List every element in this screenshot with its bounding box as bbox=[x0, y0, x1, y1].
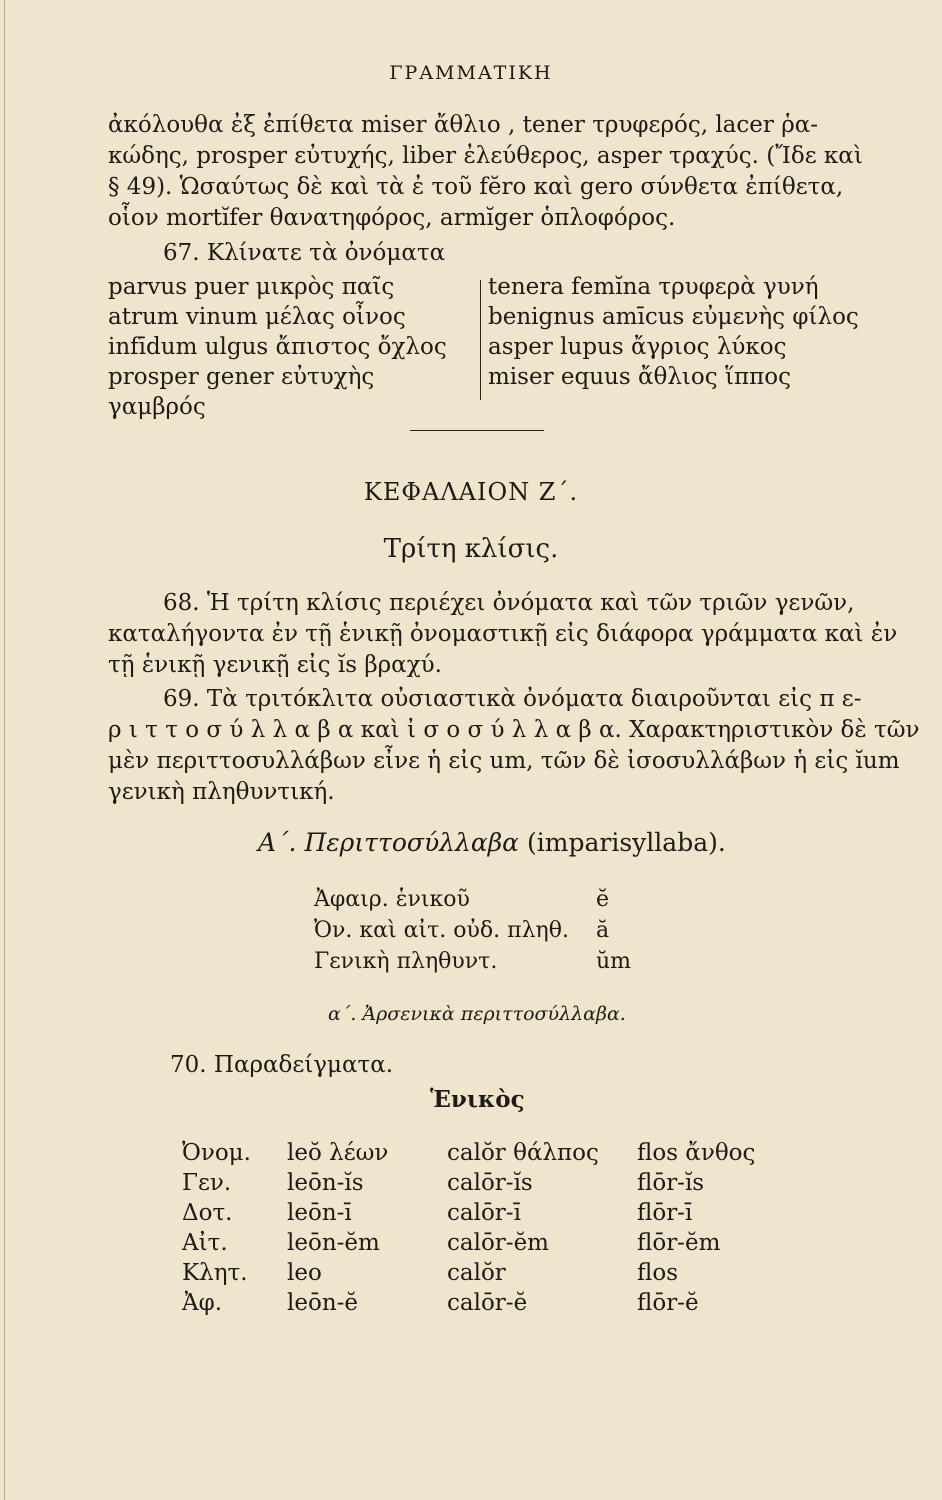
text-line: καταλήγοντα ἐν τῇ ἑνικῇ ὀνομαστικῇ εἰς διάφορα γράμματα καὶ ἐν bbox=[108, 621, 898, 647]
declension-table bbox=[182, 1138, 802, 1318]
ending-row bbox=[314, 884, 654, 915]
paragraph-70: 70. Παραδείγματα. bbox=[170, 1052, 394, 1078]
table-row bbox=[182, 1198, 802, 1228]
table-cell: calŏr θάλπος bbox=[447, 1140, 599, 1166]
table-cell: leōn-ĭs bbox=[287, 1170, 364, 1196]
table-cell: flos ἄνθος bbox=[637, 1140, 756, 1166]
subsection-heading: α΄. Ἀρσενικὰ περιττοσύλλαβα. bbox=[328, 1003, 626, 1025]
table-row bbox=[182, 1228, 802, 1258]
text-line: 68. Ἡ τρίτη κλίσις περιέχει ὀνόματα καὶ τῶν τριῶν γενῶν, bbox=[163, 590, 855, 616]
left-example-column bbox=[108, 272, 478, 422]
table-cell: leo bbox=[287, 1260, 322, 1286]
example-item: asper lupus ἄγριος λύκος bbox=[488, 334, 787, 360]
text-line: § 49). Ὡσαύτως δὲ καὶ τὰ ἐ τοῦ fĕro καὶ gero σύνθετα ἐπίθετα, bbox=[108, 174, 844, 200]
table-cell: leōn-ī bbox=[287, 1200, 352, 1226]
table-row bbox=[182, 1288, 802, 1318]
ending-label: Ἀφαιρ. ἑνικοῦ bbox=[314, 887, 470, 912]
example-item: miser equus ἄθλιος ἵππος bbox=[488, 364, 791, 390]
table-cell: leōn-ĕm bbox=[287, 1230, 380, 1256]
table-cell: calōr-ĕ bbox=[447, 1290, 528, 1316]
table-cell: flōr-ī bbox=[637, 1200, 693, 1226]
table-cell: flōr-ĭs bbox=[637, 1170, 705, 1196]
endings-table bbox=[314, 884, 654, 977]
text-line: ρ ι τ τ ο σ ύ λ λ α β α καὶ ἰ σ ο σ ύ λ λ α β α. Χαρακτηριστικὸν δὲ τῶν bbox=[108, 717, 920, 743]
example-item: benignus amīcus εὐμενὴς φίλος bbox=[488, 304, 859, 330]
ending-value: ă bbox=[596, 918, 610, 943]
column-divider bbox=[480, 280, 481, 400]
example-item: tenera femĭna τρυφερὰ γυνή bbox=[488, 274, 819, 300]
example-item: infīdum ulgus ἄπιστος ὄχλος bbox=[108, 334, 447, 360]
ending-label: Γενικὴ πληθυντ. bbox=[314, 949, 498, 974]
table-cell: flōr-ĕm bbox=[637, 1230, 721, 1256]
table-cell: leŏ λέων bbox=[287, 1140, 389, 1166]
text-line: οἷον mortĭfer θανατηφόρος, armĭger ὁπλοφόρος. bbox=[108, 205, 676, 231]
paragraph-68 bbox=[108, 588, 898, 681]
case-label: Δοτ. bbox=[182, 1200, 233, 1226]
table-cell: calōr-ĭs bbox=[447, 1170, 533, 1196]
intro-paragraph bbox=[108, 110, 863, 234]
page-edge-line bbox=[4, 0, 5, 1500]
case-label: Αἰτ. bbox=[182, 1230, 228, 1256]
example-item: atrum vinum μέλας οἶνος bbox=[108, 304, 406, 330]
ending-row bbox=[314, 915, 654, 946]
ending-value: ŭm bbox=[596, 949, 632, 974]
case-label: Γεν. bbox=[182, 1170, 232, 1196]
table-cell: calŏr bbox=[447, 1260, 506, 1286]
section-mark: Α΄. bbox=[258, 828, 297, 857]
case-label: Ὀνομ. bbox=[182, 1140, 251, 1166]
text-line: 69. Τὰ τριτόκλιτα οὐσιαστικὰ ὀνόματα διαιροῦνται εἰς π ε- bbox=[163, 686, 862, 712]
table-cell: flos bbox=[637, 1260, 678, 1286]
table-cell: calōr-ī bbox=[447, 1200, 521, 1226]
paragraph-69 bbox=[108, 684, 920, 808]
chapter-subtitle: Τρίτη κλίσις. bbox=[383, 534, 559, 564]
text-line: 67. Κλίνατε τὰ ὀνόματα bbox=[163, 240, 446, 266]
table-cell: leōn-ĕ bbox=[287, 1290, 359, 1316]
case-label: Ἀφ. bbox=[182, 1290, 223, 1316]
example-item: parvus puer μικρὸς παῖς bbox=[108, 274, 395, 300]
chapter-heading: ΚΕΦΑΛΑΙΟΝ Ζ΄. bbox=[363, 478, 579, 506]
ending-row bbox=[314, 946, 654, 977]
table-row bbox=[182, 1258, 802, 1288]
section-rule bbox=[410, 430, 544, 431]
table-cell: flōr-ĕ bbox=[637, 1290, 699, 1316]
running-header: ΓΡΑΜΜΑΤΙΚΗ bbox=[389, 62, 553, 84]
table-cell: calōr-ĕm bbox=[447, 1230, 549, 1256]
paragraph-67 bbox=[108, 238, 850, 269]
text-line: κώδης, prosper εὐτυχής, liber ἐλεύθερος, asper τραχύς. (Ἴδε καὶ bbox=[108, 143, 863, 169]
right-example-column bbox=[488, 272, 868, 392]
text-line: μὲν περιττοσυλλάβων εἶνε ἡ εἰς um, τῶν δὲ ἰσοσυλλάβων ἡ εἰς ĭum bbox=[108, 748, 900, 774]
text-line: ἀκόλουθα ἐξ ἐπίθετα miser ἄθλιο , tener τρυφερός, lacer ῥα- bbox=[108, 112, 819, 138]
section-latin: (imparisyllaba). bbox=[527, 828, 726, 857]
section-title: Περιττοσύλλαβα bbox=[304, 828, 520, 857]
case-label: Κλητ. bbox=[182, 1260, 248, 1286]
example-item: prosper gener εὐτυχὴς γαμβρός bbox=[108, 364, 375, 420]
section-heading bbox=[258, 828, 726, 857]
ending-label: Ὀν. καὶ αἰτ. οὐδ. πληθ. bbox=[314, 918, 569, 943]
table-row bbox=[182, 1168, 802, 1198]
number-heading: Ἑνικὸς bbox=[430, 1086, 525, 1113]
ending-value: ĕ bbox=[596, 887, 610, 912]
text-line: γενικὴ πληθυντική. bbox=[108, 779, 335, 805]
table-row bbox=[182, 1138, 802, 1168]
text-line: τῇ ἑνικῇ γενικῇ εἰς ĭs βραχύ. bbox=[108, 652, 442, 678]
